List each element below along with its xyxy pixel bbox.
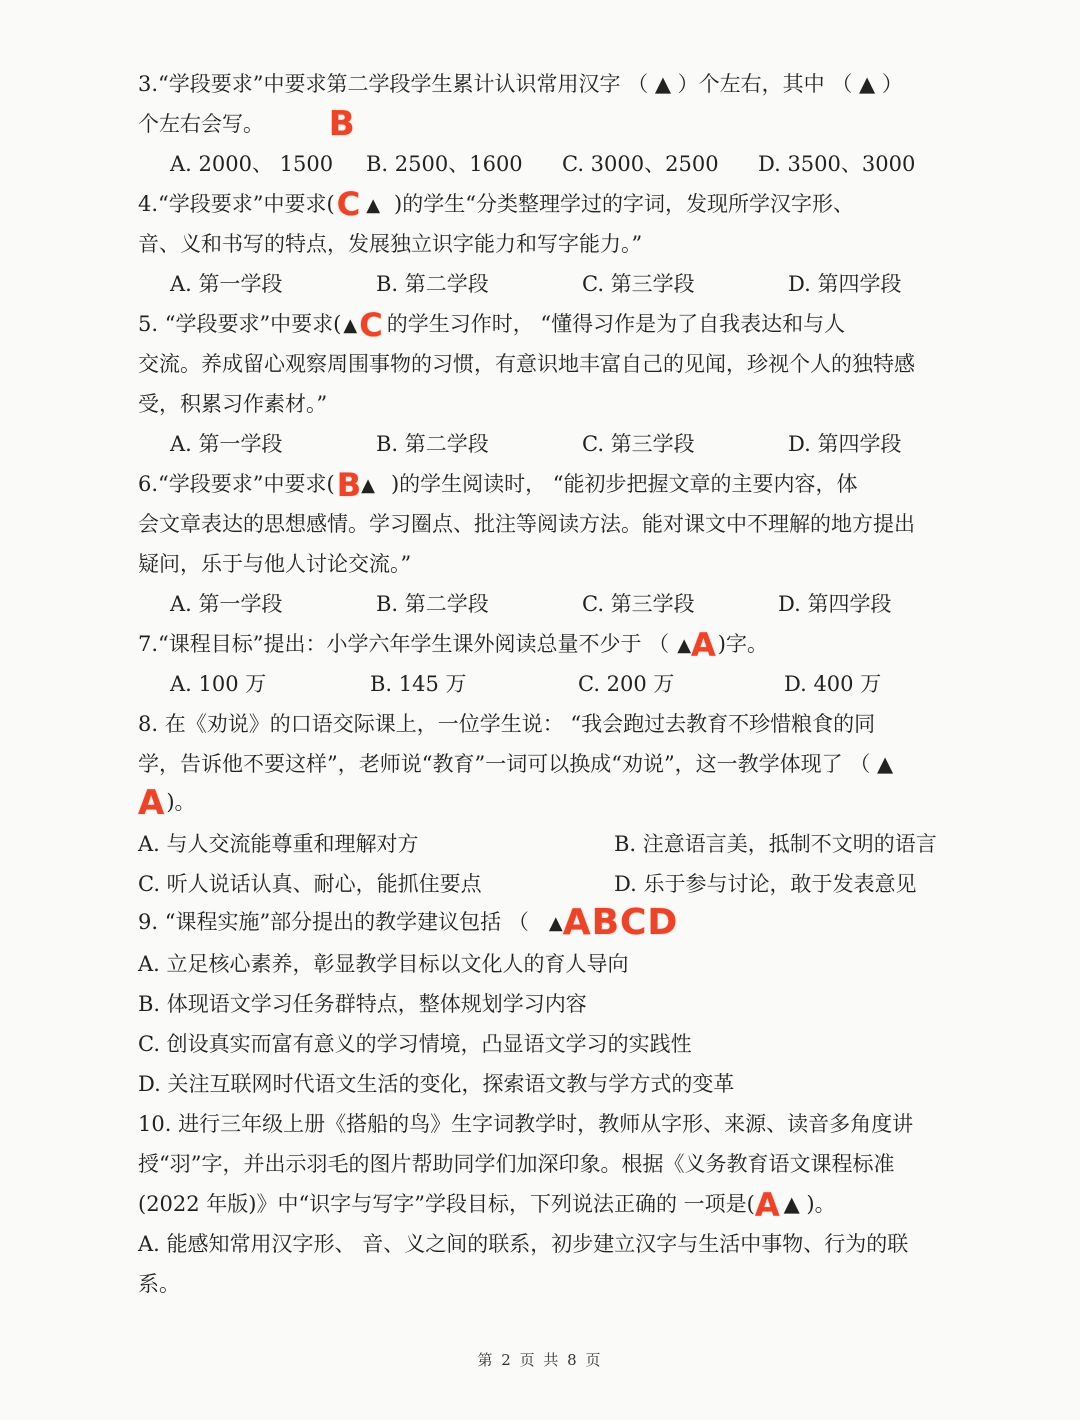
q3-handwritten-answer: B [328,104,355,144]
q7-blank-marker: ▲ [677,635,692,656]
q6-option-a: A. 第一学段 [170,592,283,616]
q5-option-d: D. 第四学段 [788,432,902,456]
q10-line3 [138,1186,836,1224]
q3-line2-text: 个左右会写。 [138,112,264,136]
q10-line3-post: ▲ )。 [783,1192,836,1216]
q5-line2: 交流。养成留心观察周围事物的习惯，有意识地丰富自己的见闻，珍视个人的独特感 [138,352,915,376]
q10-line1: 10. 进行三年级上册《搭船的鸟》生字词教学时，教师从字形、来源、读音多角度讲 [138,1112,914,1136]
q10-option-a-line2: 系。 [138,1272,180,1296]
q5-line1 [138,306,846,344]
q5-option-c: C. 第三学段 [582,432,695,456]
page-footer: 第 2 页 共 8 页 [477,1351,603,1369]
q3-option-b: B. 2500、1600 [366,152,523,176]
q4-option-c: C. 第三学段 [582,272,695,296]
q5-option-b: B. 第二学段 [376,432,489,456]
q9-option-c: C. 创设真实而富有意义的学习情境，凸显语文学习的实践性 [138,1032,692,1056]
q6-blank-marker: ▲ [361,475,375,496]
q9-option-b: B. 体现语文学习任务群特点，整体规划学习内容 [138,992,587,1016]
q6-line3: 疑问，乐于与他人讨论交流。” [138,552,412,576]
q4-option-d: D. 第四学段 [788,272,902,296]
q8-option-d: D. 乐于参与讨论，敢于发表意见 [614,872,917,896]
q10-option-a-line1: A. 能感知常用汉字形、 音、义之间的联系，初步建立汉字与生活中事物、行为的联 [138,1232,909,1256]
q7-option-b: B. 145 万 [370,672,467,696]
q6-option-d: D. 第四学段 [778,592,892,616]
q7-option-d: D. 400 万 [784,672,882,696]
q10-line3-pre: (2022 年版)》中“识字与写字”学段目标，下列说法正确的 一项是( [138,1192,755,1216]
q8-line2: 学，告诉他不要这样”，老师说“教育”一词可以换成“劝说”，这一教学体现了 （ ▲ [138,752,894,776]
q8-line3-post: )。 [166,790,196,814]
q5-pre: 5. “学段要求”中要求( [138,312,342,336]
q3-line1: 3.“学段要求”中要求第二学段学生累计认识常用汉字 （ ▲ ）个左右，其中 （ ▲ ） [138,72,903,96]
q8-option-c: C. 听人说话认真、耐心，能抓住要点 [138,872,482,896]
q6-post: )的学生阅读时， “能初步把握文章的主要内容，体 [390,472,858,496]
q5-option-a: A. 第一学段 [170,432,283,456]
q5-line3: 受，积累习作素材。” [138,392,328,416]
q5-blank-marker: ▲ [343,315,358,336]
q4-blank-marker: ▲ [366,195,381,216]
q4-option-a: A. 第一学段 [170,272,283,296]
q6-pre: 6.“学段要求”中要求( [138,472,335,496]
q4-post: )的学生“分类整理学过的字词，发现所学汉字形、 [394,192,854,216]
q4-option-b: B. 第二学段 [376,272,489,296]
q7-option-a: A. 100 万 [170,672,267,696]
q8-line3 [138,783,196,823]
q9-pre: 9. “课程实施”部分提出的教学建议包括 （ [138,910,529,934]
q9-option-a: A. 立足核心素养，彰显教学目标以文化人的育人导向 [138,952,629,976]
q4-pre: 4.“学段要求”中要求( [138,192,335,216]
q6-option-b: B. 第二学段 [376,592,489,616]
q9-option-d: D. 关注互联网时代语文生活的变化，探索语文教与学方式的变革 [138,1072,735,1096]
q3-option-d: D. 3500、3000 [758,152,916,176]
q9-handwritten-answer: ABCD [562,902,679,943]
q7-pre: 7.“课程目标”提出：小学六年学生课外阅读总量不少于 （ [138,632,670,656]
q7-option-c: C. 200 万 [578,672,675,696]
q8-option-b: B. 注意语言美，抵制不文明的语言 [614,832,937,856]
q8-line1: 8. 在《劝说》的口语交际课上，一位学生说： “我会跑过去教育不珍惜粮食的同 [138,712,876,736]
q8-handwritten-answer: A [138,783,165,823]
q6-line1 [138,466,858,504]
q10-line2: 授“羽”字，并出示羽毛的图片帮助同学们加深印象。根据《义务教育语文课程标准 [138,1152,895,1176]
q8-option-a: A. 与人交流能尊重和理解对方 [138,832,419,856]
q6-option-c: C. 第三学段 [582,592,695,616]
q10-handwritten-answer: A [754,1186,780,1224]
q6-handwritten-answer: B [336,466,362,504]
q4-line1 [138,185,854,223]
q9-blank-marker: ▲ [548,913,563,934]
q5-post: 的学生习作时， “懂得习作是为了自我表达和与人 [386,312,846,336]
q4-line2: 音、义和书写的特点，发展独立识字能力和写字能力。” [138,232,643,256]
q6-line2: 会文章表达的思想感情。学习圈点、批注等阅读方法。能对课文中不理解的地方提出 [138,512,915,536]
q3-option-c: C. 3000、2500 [562,152,719,176]
q3-option-a: A. 2000、 1500 [170,152,334,176]
q5-handwritten-answer: C [359,306,383,344]
q3-line2 [138,104,355,144]
q7-handwritten-answer: A [691,626,716,664]
q9-line1 [138,902,679,943]
q7-line1 [138,626,768,664]
q4-handwritten-answer: C [336,185,361,223]
q7-post: )字。 [717,632,768,656]
